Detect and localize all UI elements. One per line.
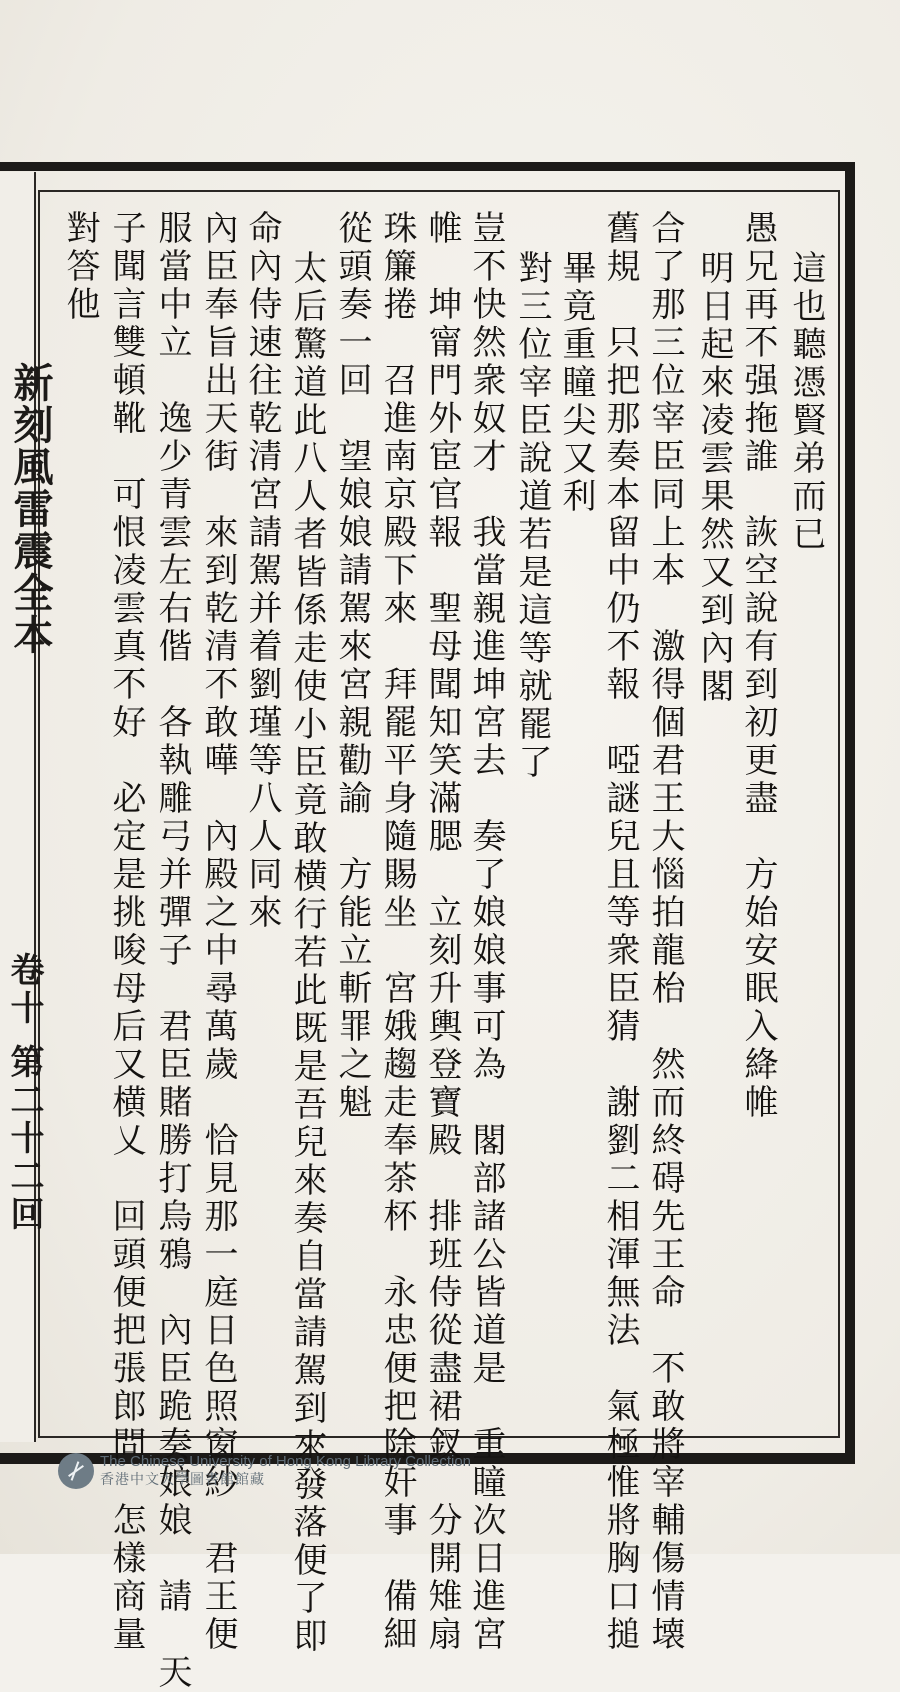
text-column-8: 豈不快然衆奴才 我當親進坤宮去 奏了娘娘事可為 閣部諸公皆道是 重瞳次日進宮 [466, 210, 506, 1654]
text-column-14: 內臣奉旨出天街 來到乾清不敢嘩 內殿之中尋萬歲 恰見那一庭日色照窗紗 君王便 [198, 210, 238, 1654]
text-column-15: 服當中立 逸少青雲左右偕 各執雕弓并彈子 君臣賭勝打烏鴉 內臣跪奏娘娘 請 天 [152, 210, 192, 1692]
text-column-9: 帷 坤甯門外宦官報 聖母聞知笑滿腮 立刻升輿登寶殿 排班侍從盡裙釵 分開雉扇 [422, 210, 462, 1654]
text-column-10: 珠簾捲 召進南京殿下來 拜罷平身隨賜坐 宮娥趨走奉茶杯 永忠便把除奸事 備細 [377, 210, 417, 1654]
chapter-label: 卷十 第二十二回 [4, 952, 44, 1234]
text-column-16: 子聞言雙頓靴 可恨凌雲真不好 必定是挑唆母后又横乂 回頭便把張郎問 怎樣商量 [106, 210, 146, 1654]
cuhk-library-logo-icon [58, 1453, 94, 1489]
text-column-6: 畢竟重瞳尖又利 [556, 250, 596, 516]
library-watermark [58, 1450, 471, 1492]
text-column-11: 從頭奏一回 望娘娘請駕來宮親勸諭 方能立斬罪之魁 [332, 210, 372, 1122]
watermark-english: The Chinese University of Hong Kong Library Collection [100, 1453, 472, 1470]
text-column-2: 愚兄再不强拖誰 詼空說有到初更盡 方始安眠入絳帷 [738, 210, 778, 1122]
text-column-3: 明日起來凌雲果然又到內閣 [694, 250, 734, 706]
watermark-chinese: 香港中文大學圖書館館藏 [100, 1472, 265, 1488]
text-column-7: 對三位宰臣說道若是這等就罷了 [512, 250, 552, 782]
text-column-1: 這也聽憑賢弟而已 [786, 250, 826, 554]
text-column-13: 命內侍速往乾清宮請駕并着劉瑾等八人同來 [242, 210, 282, 932]
text-column-17: 對答他 [60, 210, 100, 324]
text-column-4: 合了那三位宰臣同上本 激得個君王大惱拍龍枱 然而終碍先王命 不敢將宰輔傷情壊 [645, 210, 685, 1654]
block-center-margin [0, 172, 54, 1442]
text-column-12: 太后驚道此八人者皆係走使小臣竟敢横行若此既是吾兒來奏自當請駕到來發落便了即 [287, 250, 327, 1656]
book-title: 新刻風雷震全本 [7, 362, 54, 656]
text-column-5: 舊規 只把那奏本留中仍不報 啞謎兒且等衆臣猜 謝劉二相渾無法 氣極惟將胸口搥 [600, 210, 640, 1654]
